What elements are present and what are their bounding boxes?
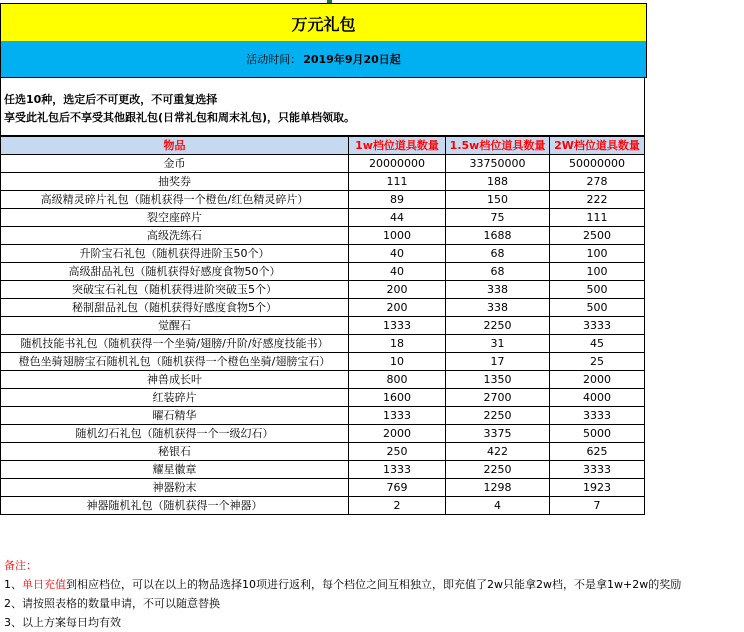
quantity-cell: 1350 xyxy=(446,371,550,389)
rules-block xyxy=(0,77,645,136)
quantity-cell: 278 xyxy=(550,173,645,191)
quantity-cell: 89 xyxy=(349,191,446,209)
table-row xyxy=(1,443,645,461)
note-line-1-prefix: 1、 xyxy=(4,578,22,591)
item-name-cell: 抽奖券 xyxy=(1,173,349,191)
quantity-cell: 1000 xyxy=(349,227,446,245)
quantity-cell: 3375 xyxy=(446,425,550,443)
item-name-cell: 高级甜品礼包（随机获得好感度食物50个） xyxy=(1,263,349,281)
header-item: 物品 xyxy=(1,137,349,155)
quantity-cell: 422 xyxy=(446,443,550,461)
item-name-cell: 随机幻石礼包（随机获得一个一级幻石） xyxy=(1,425,349,443)
table-row xyxy=(1,371,645,389)
quantity-cell: 1333 xyxy=(349,407,446,425)
table-row xyxy=(1,281,645,299)
quantity-cell: 338 xyxy=(446,281,550,299)
header-tier-2w: 2W档位道具数量 xyxy=(550,137,645,155)
quantity-cell: 800 xyxy=(349,371,446,389)
quantity-cell: 2250 xyxy=(446,317,550,335)
quantity-cell: 50000000 xyxy=(550,155,645,173)
quantity-cell: 20000000 xyxy=(349,155,446,173)
note-line-1-rest: 到相应档位，可以在以上的物品选择10项进行返利，每个档位之间互相独立，即充值了2w只能拿2w档，不是拿1w+2w的奖励 xyxy=(66,578,682,591)
item-name-cell: 突破宝石礼包（随机获得进阶突破玉5个） xyxy=(1,281,349,299)
table-row xyxy=(1,497,645,515)
quantity-cell: 111 xyxy=(349,173,446,191)
item-name-cell: 神器随机礼包（随机获得一个神器） xyxy=(1,497,349,515)
item-name-cell: 耀星徽章 xyxy=(1,461,349,479)
note-line-1 xyxy=(4,575,681,594)
quantity-cell: 200 xyxy=(349,281,446,299)
quantity-cell: 250 xyxy=(349,443,446,461)
item-name-cell: 升阶宝石礼包（随机获得进阶玉50个） xyxy=(1,245,349,263)
quantity-cell: 40 xyxy=(349,245,446,263)
table-row xyxy=(1,191,645,209)
table-row xyxy=(1,263,645,281)
table-row xyxy=(1,353,645,371)
quantity-cell: 17 xyxy=(446,353,550,371)
quantity-cell: 1923 xyxy=(550,479,645,497)
quantity-cell: 1600 xyxy=(349,389,446,407)
item-name-cell: 神兽成长叶 xyxy=(1,371,349,389)
quantity-cell: 2500 xyxy=(550,227,645,245)
quantity-cell: 31 xyxy=(446,335,550,353)
quantity-cell: 188 xyxy=(446,173,550,191)
quantity-cell: 500 xyxy=(550,281,645,299)
quantity-cell: 44 xyxy=(349,209,446,227)
table-row xyxy=(1,173,645,191)
quantity-cell: 45 xyxy=(550,335,645,353)
quantity-cell: 3333 xyxy=(550,407,645,425)
quantity-cell: 2 xyxy=(349,497,446,515)
item-name-cell: 随机技能书礼包（随机获得一个坐骑/翅膀/升阶/好感度技能书） xyxy=(1,335,349,353)
item-name-cell: 金币 xyxy=(1,155,349,173)
quantity-cell: 68 xyxy=(446,263,550,281)
table-row xyxy=(1,461,645,479)
note-line-1-highlight: 单日充值 xyxy=(22,578,66,591)
table-row xyxy=(1,227,645,245)
quantity-cell: 7 xyxy=(550,497,645,515)
item-name-cell: 觉醒石 xyxy=(1,317,349,335)
quantity-cell: 2000 xyxy=(550,371,645,389)
quantity-cell: 150 xyxy=(446,191,550,209)
quantity-cell: 4 xyxy=(446,497,550,515)
quantity-cell: 1298 xyxy=(446,479,550,497)
quantity-cell: 2250 xyxy=(446,407,550,425)
item-name-cell: 裂空座碎片 xyxy=(1,209,349,227)
item-name-cell: 秘制甜品礼包（随机获得好感度食物5个） xyxy=(1,299,349,317)
header-tier-1-5w: 1.5w档位道具数量 xyxy=(446,137,550,155)
table-row xyxy=(1,479,645,497)
note-line-3: 3、以上方案每日均有效 xyxy=(4,616,121,629)
quantity-cell: 3333 xyxy=(550,461,645,479)
item-name-cell: 高级洗练石 xyxy=(1,227,349,245)
table-row xyxy=(1,335,645,353)
table-header-row xyxy=(1,137,645,155)
quantity-cell: 100 xyxy=(550,245,645,263)
quantity-cell: 2700 xyxy=(446,389,550,407)
table-row xyxy=(1,425,645,443)
item-name-cell: 神器粉末 xyxy=(1,479,349,497)
table-row xyxy=(1,245,645,263)
activity-time-value: 2019年9月20日起 xyxy=(303,53,401,66)
quantity-cell: 5000 xyxy=(550,425,645,443)
quantity-cell: 3333 xyxy=(550,317,645,335)
quantity-cell: 500 xyxy=(550,299,645,317)
notes-block xyxy=(4,556,681,632)
quantity-cell: 75 xyxy=(446,209,550,227)
item-name-cell: 橙色坐骑翅膀宝石随机礼包（随机获得一个橙色坐骑/翅膀宝石） xyxy=(1,353,349,371)
quantity-cell: 4000 xyxy=(550,389,645,407)
rule-line-2: 享受此礼包后不享受其他跟礼包(日常礼包和周末礼包)，只能单档领取。 xyxy=(4,111,356,124)
quantity-cell: 338 xyxy=(446,299,550,317)
quantity-cell: 769 xyxy=(349,479,446,497)
quantity-cell: 1333 xyxy=(349,461,446,479)
quantity-cell: 25 xyxy=(550,353,645,371)
table-row xyxy=(1,299,645,317)
quantity-cell: 68 xyxy=(446,245,550,263)
quantity-cell: 222 xyxy=(550,191,645,209)
header-tier-1w: 1w档位道具数量 xyxy=(349,137,446,155)
quantity-cell: 10 xyxy=(349,353,446,371)
table-row xyxy=(1,407,645,425)
table-row xyxy=(1,209,645,227)
quantity-cell: 2250 xyxy=(446,461,550,479)
rule-line-1: 任选10种，选定后不可更改，不可重复选择 xyxy=(4,93,218,106)
item-name-cell: 红装碎片 xyxy=(1,389,349,407)
quantity-cell: 18 xyxy=(349,335,446,353)
quantity-cell: 200 xyxy=(349,299,446,317)
item-name-cell: 高级精灵碎片礼包（随机获得一个橙色/红色精灵碎片） xyxy=(1,191,349,209)
item-name-cell: 秘银石 xyxy=(1,443,349,461)
quantity-cell: 40 xyxy=(349,263,446,281)
table-row xyxy=(1,317,645,335)
quantity-cell: 111 xyxy=(550,209,645,227)
note-line-2: 2、请按照表格的数量申请，不可以随意替换 xyxy=(4,597,220,610)
quantity-cell: 33750000 xyxy=(446,155,550,173)
reward-table xyxy=(0,136,645,515)
activity-time xyxy=(0,41,647,78)
table-body xyxy=(1,155,645,515)
quantity-cell: 1333 xyxy=(349,317,446,335)
quantity-cell: 1688 xyxy=(446,227,550,245)
table-row xyxy=(1,155,645,173)
quantity-cell: 625 xyxy=(550,443,645,461)
activity-time-label: 活动时间： xyxy=(246,53,302,66)
page-title: 万元礼包 xyxy=(0,3,647,43)
quantity-cell: 100 xyxy=(550,263,645,281)
table-row xyxy=(1,389,645,407)
quantity-cell: 2000 xyxy=(349,425,446,443)
item-name-cell: 曜石精华 xyxy=(1,407,349,425)
notes-heading: 备注： xyxy=(4,559,37,572)
